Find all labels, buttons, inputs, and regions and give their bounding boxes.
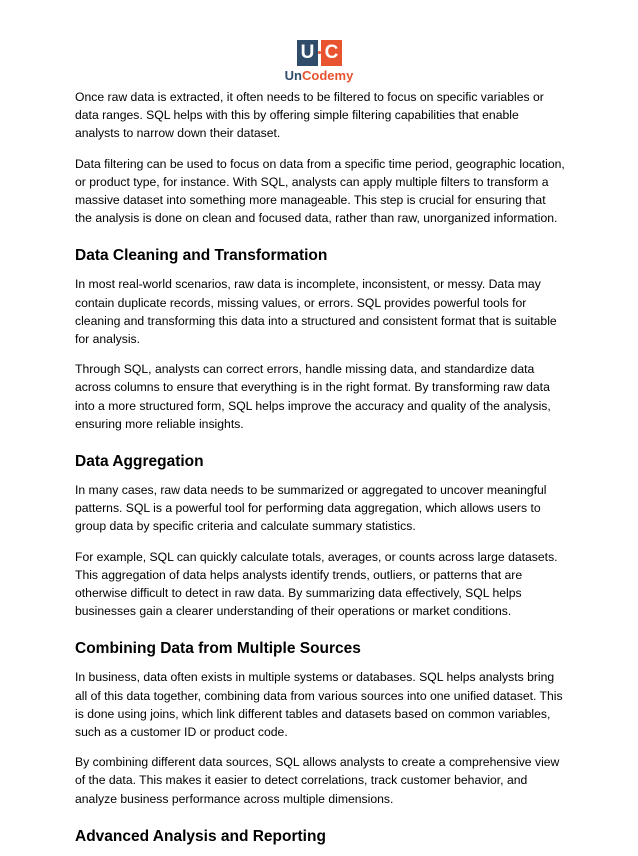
- document-body: [75, 88, 565, 856]
- logo-wordmark: [0, 67, 638, 85]
- body-paragraph: Once raw data is extracted, it often needs to be filtered to focus on specific variables or data ranges. SQL helps with this by offering simple filtering capabilities that enable analysts to narrow down their dataset.: [75, 90, 544, 141]
- body-paragraph: For example, SQL can quickly calculate totals, averages, or counts across large datasets. This aggregation of data helps analysts identify trends, outliers, or patterns that are otherwise difficult to detect in raw data. By summarizing data effectively, SQL helps businesses gain a clearer understanding of their operations or market conditions.: [75, 549, 558, 619]
- logo-word-part2: Codemy: [302, 68, 354, 83]
- logo-mark-icon: [297, 40, 343, 66]
- body-paragraph: In business, data often exists in multiple systems or databases. SQL helps analysts bring all of this data together, combining data from various sources into one unified dataset. This is done using joins, which link different tables and datasets based on common variables, such as a customer ID or product code.: [75, 670, 563, 740]
- logo-mark-u: U: [297, 40, 318, 66]
- body-paragraph: In most real-world scenarios, raw data is incomplete, inconsistent, or messy. Data may contain duplicate records, missing values, or errors. SQL provides powerful tools for cleaning and transforming this data into a structured and consistent format that is suitable for analysis.: [75, 277, 557, 347]
- body-paragraph: By combining different data sources, SQL allows analysts to create a comprehensive view of the data. This makes it easier to detect correlations, track customer behavior, and analyze business performance across multiple dimensions.: [75, 755, 560, 806]
- section-heading: Data Aggregation: [75, 453, 204, 471]
- section-heading: Data Cleaning and Transformation: [75, 247, 328, 265]
- body-paragraph: Data filtering can be used to focus on data from a specific time period, geographic location, or product type, for instance. With SQL, analysts can apply multiple filters to transform a massive dataset into something more manageable. This step is crucial for ensuring that the analysis is done on clean and focused data, rather than raw, unorganized information.: [75, 156, 565, 226]
- logo-word-part1: Un: [284, 68, 303, 83]
- body-paragraph: In many cases, raw data needs to be summarized or aggregated to uncover meaningful patterns. SQL is a powerful tool for performing data aggregation, which allows users to group data by specific criteria and calculate summary statistics.: [75, 483, 547, 534]
- body-paragraph: Through SQL, analysts can correct errors, handle missing data, and standardize data across columns to ensure that everything is in the right format. By transforming raw data into a more structured form, SQL helps improve the accuracy and quality of the analysis, ensuring more reliable insights.: [75, 362, 551, 431]
- logo-mark-c: C: [321, 40, 342, 66]
- uncodemy-logo: [0, 40, 638, 88]
- section-heading: Combining Data from Multiple Sources: [75, 640, 361, 658]
- section-heading: Advanced Analysis and Reporting: [75, 827, 326, 845]
